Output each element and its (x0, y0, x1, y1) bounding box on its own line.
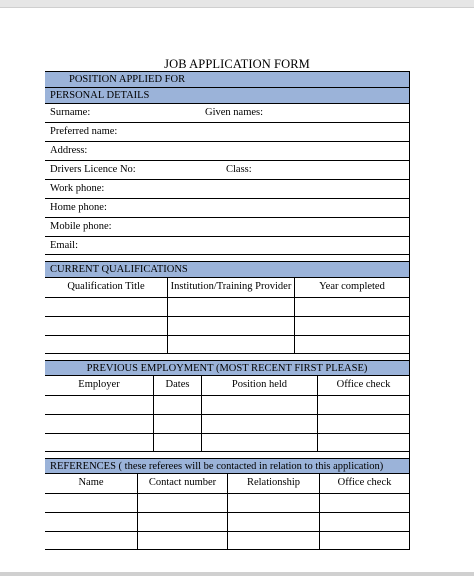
col-qualification-title: Qualification Title (67, 281, 145, 292)
personal-details-label: PERSONAL DETAILS (50, 90, 150, 101)
references-header-row (45, 473, 409, 493)
job-application-form (45, 71, 410, 550)
email-row[interactable] (45, 236, 409, 255)
col-name: Name (78, 477, 104, 488)
col-dates: Dates (153, 376, 201, 395)
mobile-phone-row[interactable] (45, 217, 409, 236)
preferred-name-row[interactable] (45, 122, 409, 141)
class-label: Class: (226, 164, 252, 175)
form-title: JOB APPLICATION FORM (164, 57, 310, 71)
work-phone-row[interactable] (45, 179, 409, 198)
employment-heading (45, 360, 409, 375)
qualifications-row[interactable] (45, 297, 409, 316)
col-employer: Employer (78, 379, 120, 390)
qualifications-row[interactable] (45, 335, 409, 354)
employment-header-row (45, 375, 409, 395)
qualifications-header-row (45, 277, 409, 297)
col-contact-number: Contact number (137, 474, 227, 493)
col-office-check: Office check (317, 376, 409, 395)
position-applied-row[interactable] (45, 71, 409, 87)
employment-row[interactable] (45, 395, 409, 414)
drivers-licence-label: Drivers Licence No: (50, 164, 136, 175)
references-label: REFERENCES ( these referees will be contacted in relation to this application) (50, 461, 384, 472)
home-phone-row[interactable] (45, 198, 409, 217)
references-row[interactable] (45, 493, 409, 512)
position-applied-label: POSITION APPLIED FOR (69, 74, 186, 85)
col-year-completed: Year completed (294, 278, 409, 297)
references-heading (45, 458, 409, 473)
viewer-bottom-bar (0, 572, 474, 576)
address-label: Address: (50, 145, 88, 156)
employment-row[interactable] (45, 414, 409, 433)
col-relationship: Relationship (227, 474, 319, 493)
email-label: Email: (50, 240, 78, 251)
col-position-held: Position held (201, 376, 317, 395)
employment-row[interactable] (45, 433, 409, 452)
references-row[interactable] (45, 512, 409, 531)
surname-row[interactable] (45, 103, 409, 122)
mobile-phone-label: Mobile phone: (50, 221, 112, 232)
qualifications-label: CURRENT QUALIFICATIONS (50, 264, 188, 275)
viewer-top-bar (0, 0, 474, 8)
qualifications-heading (45, 261, 409, 277)
drivers-licence-row[interactable] (45, 160, 409, 179)
col-institution: Institution/Training Provider (167, 278, 294, 297)
address-row[interactable] (45, 141, 409, 160)
personal-details-heading (45, 87, 409, 103)
references-row[interactable] (45, 531, 409, 550)
home-phone-label: Home phone: (50, 202, 107, 213)
work-phone-label: Work phone: (50, 183, 105, 194)
given-names-label: Given names: (205, 107, 264, 118)
qualifications-row[interactable] (45, 316, 409, 335)
surname-label: Surname: (50, 107, 91, 118)
preferred-name-label: Preferred name: (50, 126, 118, 137)
col-office-check: Office check (319, 474, 409, 493)
employment-label: PREVIOUS EMPLOYMENT (MOST RECENT FIRST PLEASE) (86, 363, 368, 374)
